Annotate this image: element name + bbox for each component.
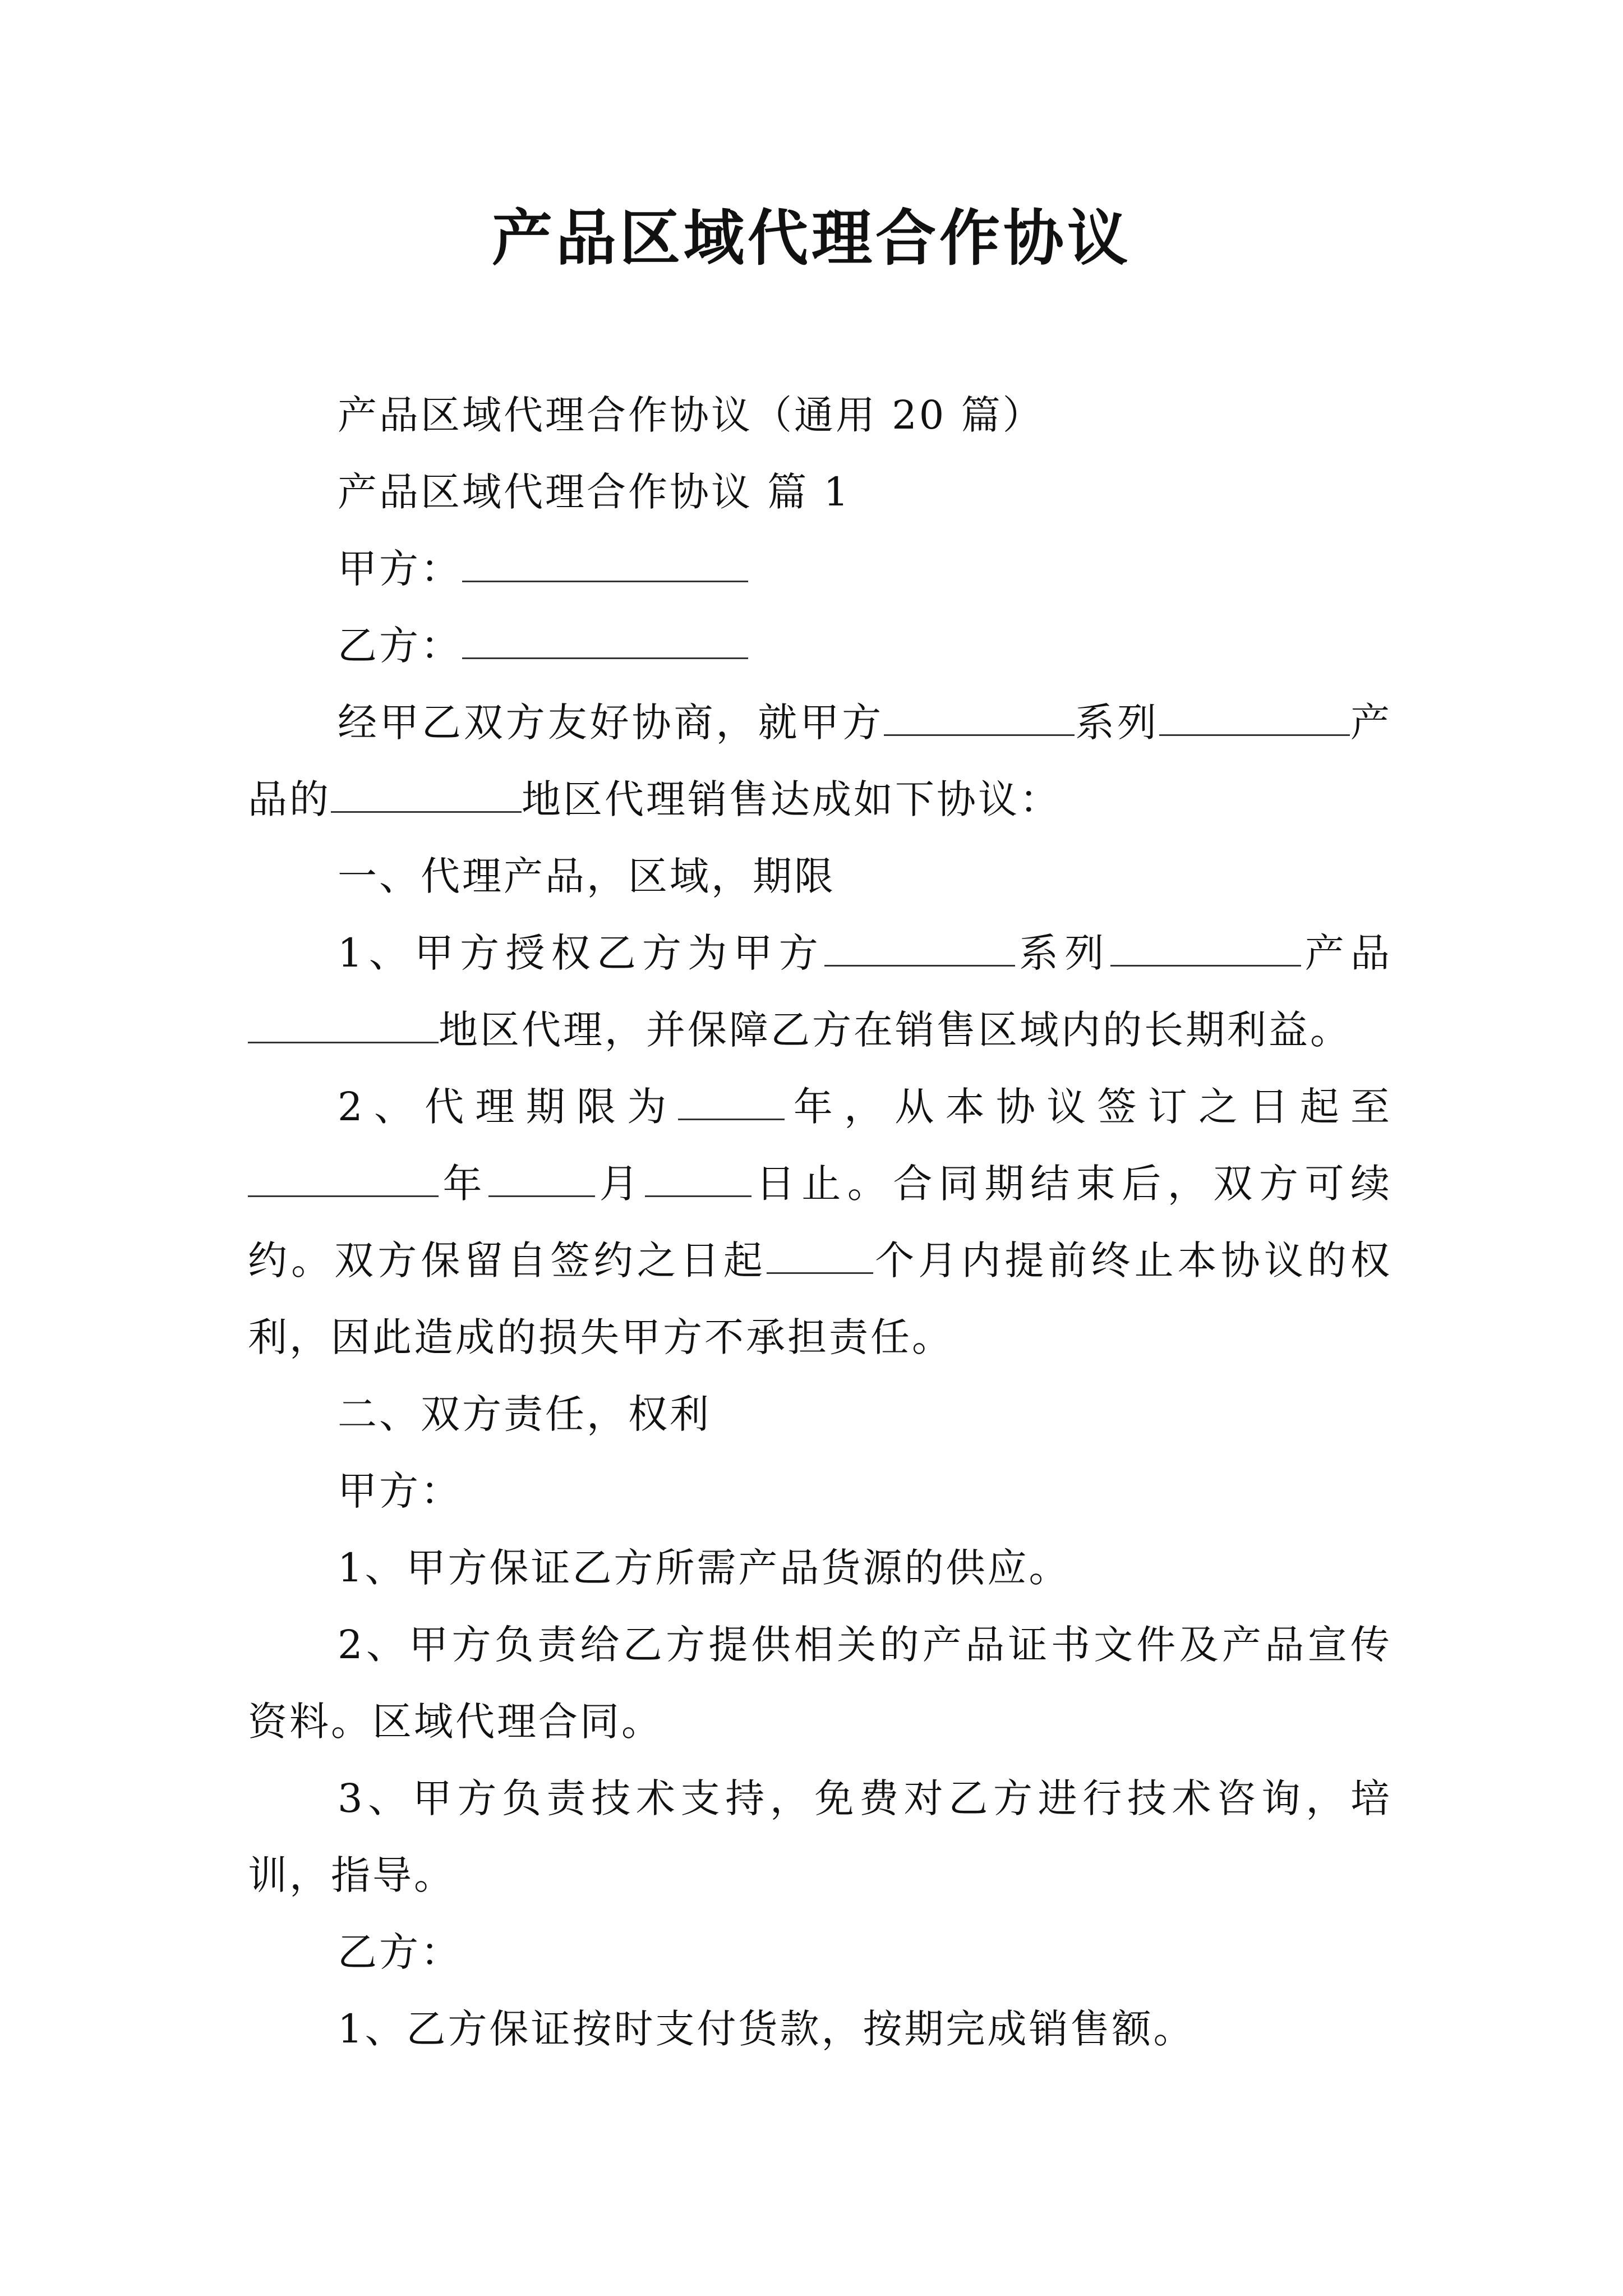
paragraph-p5	[248, 684, 1392, 838]
paragraph-p13	[248, 1760, 1392, 1914]
paragraph-text: 3、甲方负责技术支持，免费对乙方进行技术咨询，培训，指导。	[248, 1775, 1392, 1898]
paragraph-p6	[248, 838, 1392, 915]
paragraph-text: 甲方：	[338, 546, 462, 592]
fill-in-blank	[884, 702, 1075, 736]
paragraph-text: 日止。合同期结束后，双方可续约。双方保留自签约之日起	[248, 1161, 1393, 1283]
paragraph-p11	[248, 1530, 1392, 1607]
document-title: 产品区域代理合作协议	[491, 203, 1131, 274]
paragraph-p1	[248, 377, 1392, 454]
paragraph-p4	[248, 608, 1392, 684]
paragraph-text: 产品区域代理合作协议（通用 20 篇）	[338, 392, 1044, 438]
paragraph-text: 甲方：	[338, 1468, 462, 1514]
paragraph-text: 地区代理，并保障乙方在销售区域内的长期利益。	[439, 1007, 1352, 1053]
paragraph-text: 2、代理期限为	[338, 1084, 678, 1130]
paragraph-p7	[248, 915, 1392, 1069]
paragraph-text: 1、甲方保证乙方所需产品货源的供应。	[338, 1545, 1071, 1591]
fill-in-blank	[767, 1240, 873, 1274]
paragraph-p12	[248, 1607, 1392, 1760]
paragraph-text: 产品	[1301, 930, 1393, 976]
paragraph-text: 产品的	[248, 700, 1393, 822]
paragraph-p9	[248, 1376, 1392, 1453]
paragraph-text: 经甲乙双方友好协商，就甲方	[338, 700, 884, 746]
paragraph-p14	[248, 1914, 1392, 1991]
fill-in-blank	[1159, 702, 1350, 736]
fill-in-blank	[462, 548, 748, 582]
paragraph-text: 年	[439, 1161, 489, 1207]
fill-in-blank	[488, 1163, 595, 1197]
fill-in-blank	[248, 1009, 439, 1043]
paragraph-p8	[248, 1069, 1392, 1376]
paragraph-text: 月	[595, 1161, 645, 1207]
fill-in-blank	[462, 625, 748, 659]
fill-in-blank	[645, 1163, 751, 1197]
fill-in-blank	[1110, 932, 1301, 967]
paragraph-text: 产品区域代理合作协议 篇 1	[338, 469, 851, 515]
paragraph-text: 2、甲方负责给乙方提供相关的产品证书文件及产品宣传资料。区域代理合同。	[248, 1622, 1392, 1745]
paragraph-text: 年，从本协议签订之日起至	[784, 1084, 1392, 1130]
paragraph-text: 1、乙方保证按时支付货款，按期完成销售额。	[338, 2006, 1195, 2052]
paragraph-p10	[248, 1453, 1392, 1530]
paragraph-text: 系列	[1015, 930, 1110, 976]
paragraph-p2	[248, 454, 1392, 531]
paragraph-text: 系列	[1075, 700, 1160, 746]
paragraph-text: 乙方：	[338, 1929, 462, 1975]
fill-in-blank	[678, 1086, 785, 1120]
paragraph-text: 乙方：	[338, 623, 462, 669]
paragraph-text: 1、甲方授权乙方为甲方	[338, 930, 824, 976]
paragraph-text: 个月内提前终止本协议的权利，因此造成的损失甲方不承担责任。	[248, 1237, 1392, 1360]
paragraph-text: 二、双方责任，权利	[338, 1391, 711, 1437]
paragraph-text: 地区代理销售达成如下协议：	[522, 776, 1061, 822]
paragraph-p3	[248, 531, 1392, 608]
paragraph-p15	[248, 1991, 1392, 2068]
fill-in-blank	[331, 779, 522, 813]
document-body	[248, 377, 1392, 2068]
fill-in-blank	[824, 932, 1015, 967]
fill-in-blank	[248, 1163, 439, 1197]
paragraph-text: 一、代理产品，区域，期限	[338, 853, 836, 899]
